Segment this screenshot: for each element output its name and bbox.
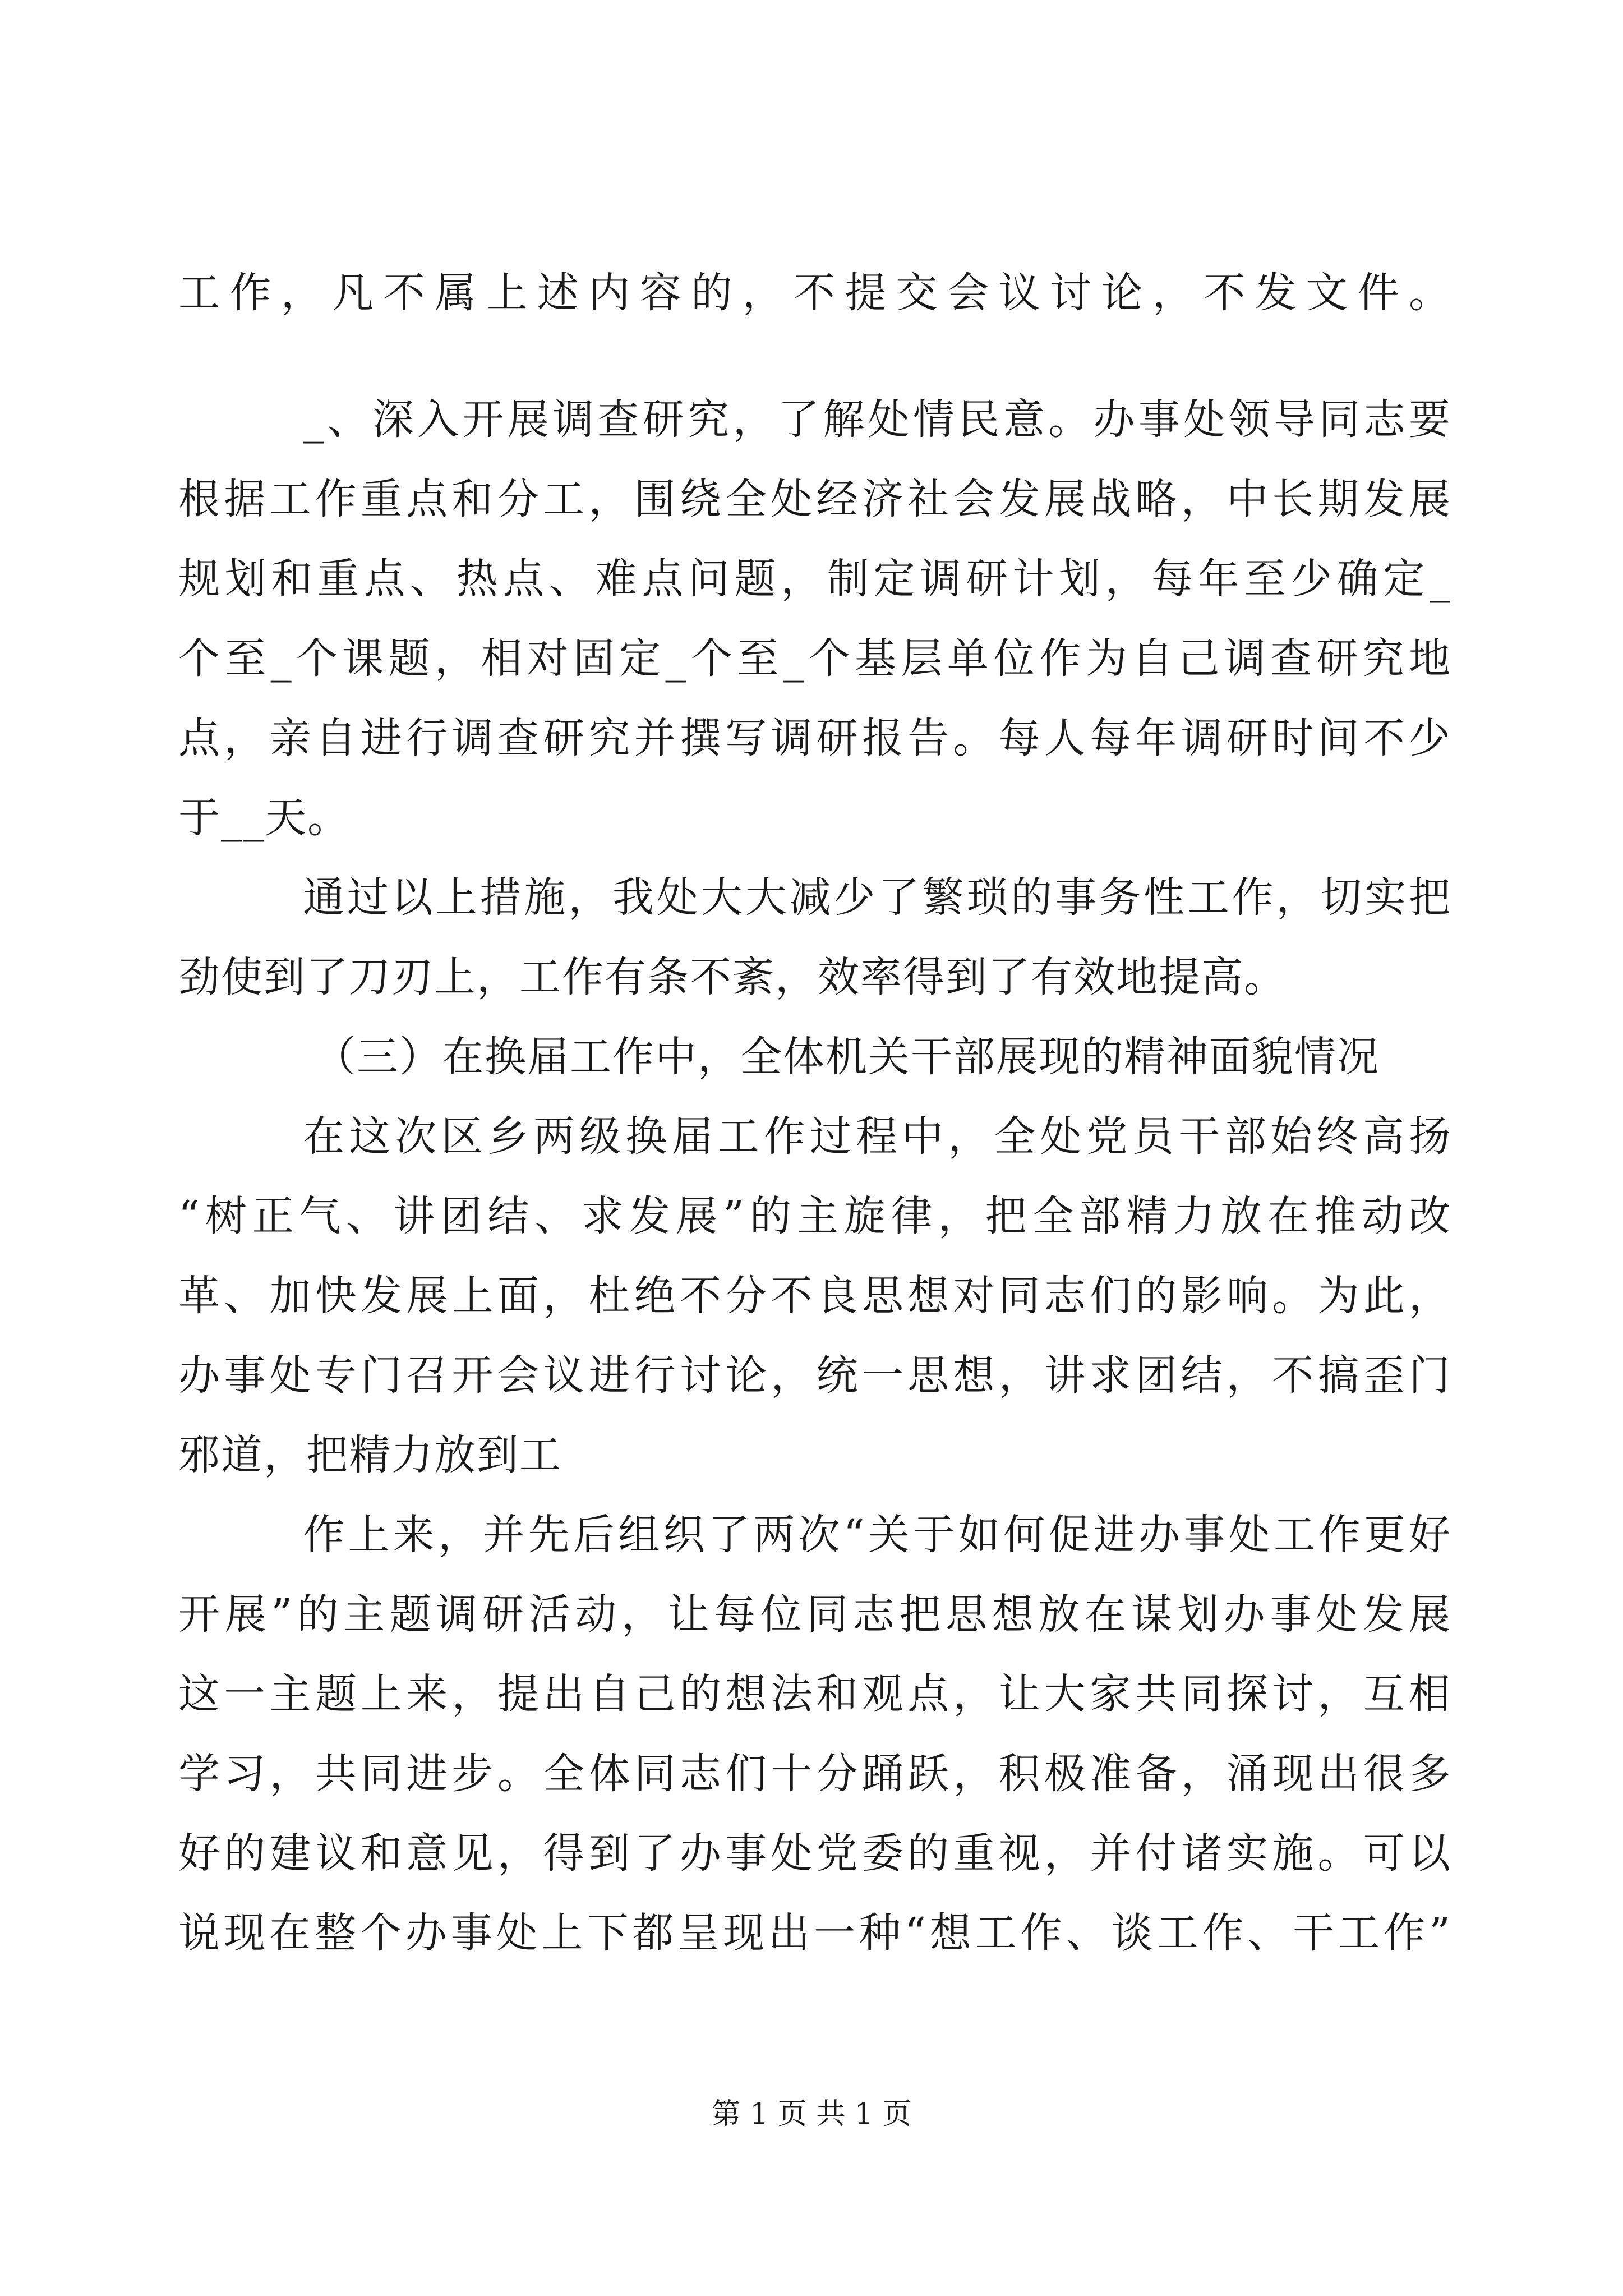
text-line: 于__天。 [178,794,350,842]
text-line: 通过以上措施，我处大大减少了繁琐的事务性工作，切实把 [303,873,1451,922]
text-line: 点，亲自进行调查研究并撰写调研报告。每人每年调研时间不少 [178,714,1451,762]
text-line: 作上来，并先后组织了两次“关于如何促进办事处工作更好 [303,1511,1451,1559]
page-footer: 第 1 页 共 1 页 [711,2097,912,2131]
text-line: 个至_个课题，相对固定_个至_个基层单位作为自己调查研究地 [178,634,1451,683]
text-line: 办事处专门召开会议进行讨论，统一思想，讲求团结，不搞歪门 [178,1351,1451,1400]
text-line: 开展”的主题调研活动，让每位同志把思想放在谋划办事处发展 [178,1590,1451,1639]
text-line: 说现在整个办事处上下都呈现出一种“想工作、谈工作、干工作” [178,1909,1451,1957]
text-line: 在这次区乡两级换届工作过程中，全处党员干部始终高扬 [303,1112,1451,1161]
text-line: 邪道，把精力放到工 [178,1431,562,1479]
text-line: “树正气、讲团结、求发展”的主旋律，把全部精力放在推动改 [178,1192,1451,1240]
text-line: _、深入开展调查研究，了解处情民意。办事处领导同志要 [303,395,1451,444]
text-line: 工作，凡不属上述内容的，不提交会议讨论，不发文件。 [178,269,1451,317]
text-line: 好的建议和意见，得到了办事处党委的重视，并付诸实施。可以 [178,1829,1451,1878]
text-line: 劲使到了刀刃上，工作有条不紊，效率得到了有效地提高。 [178,953,1287,1001]
text-line: 规划和重点、热点、难点问题，制定调研计划，每年至少确定_ [178,555,1451,603]
text-line: 根据工作重点和分工，围绕全处经济社会发展战略，中长期发展 [178,475,1451,523]
section-heading: （三）在换届工作中，全体机关干部展现的精神面貌情况 [314,1033,1380,1081]
text-line: 这一主题上来，提出自己的想法和观点，让大家共同探讨，互相 [178,1670,1451,1718]
text-line: 学习，共同进步。全体同志们十分踊跃，积极准备，涌现出很多 [178,1750,1451,1798]
text-line: 革、加快发展上面，杜绝不分不良思想对同志们的影响。为此， [178,1272,1451,1320]
